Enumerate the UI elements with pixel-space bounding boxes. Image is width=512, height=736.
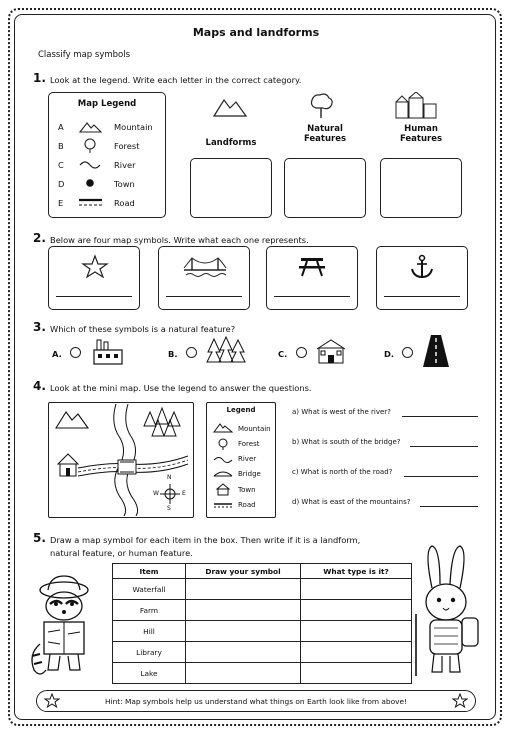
q3-number: 3. [33, 320, 46, 334]
mini-legend-road: Road [238, 501, 256, 509]
star-icon [452, 693, 468, 709]
q4-text: Look at the mini map. Use the legend to answer the questions. [50, 383, 312, 393]
type-cell[interactable] [301, 579, 412, 600]
mini-legend-mountain: Mountain [238, 425, 271, 433]
q4a-text: a) What is west of the river? [292, 408, 391, 416]
item-cell: Lake [113, 663, 186, 684]
table-row [113, 621, 412, 642]
compass-icon [160, 484, 180, 504]
q2-number: 2. [33, 231, 46, 245]
table-row [113, 663, 412, 684]
compass-w: W [153, 490, 159, 497]
q4c-answer-line[interactable] [404, 476, 478, 477]
q1-text: Look at the legend. Write each letter in the correct category. [50, 75, 302, 85]
legend-letter: A [58, 122, 64, 132]
compass-e: E [182, 490, 186, 497]
mountain-icon [214, 424, 232, 432]
mountains-icon [214, 100, 246, 116]
bridge-icon [214, 472, 232, 476]
compass-n: N [167, 474, 172, 481]
draw-cell[interactable] [186, 663, 301, 684]
legend-letter: D [58, 179, 65, 189]
page-title: Maps and landforms [192, 26, 320, 39]
star-icon [44, 693, 60, 709]
town-dot-icon [86, 179, 94, 187]
buildings-icon [396, 92, 436, 118]
answer-line-3[interactable] [274, 296, 350, 297]
category-icons [210, 92, 470, 122]
legend-symbols [76, 118, 106, 214]
tree-icon [312, 94, 333, 118]
house-icon [217, 484, 229, 495]
q5-number: 5. [33, 531, 46, 545]
legend-label-mountain: Mountain [114, 122, 153, 132]
mini-legend-river: River [238, 455, 257, 463]
table-header-row [113, 564, 412, 579]
raccoon-explorer-illustration [26, 574, 106, 680]
factory-icon [92, 336, 124, 366]
map-legend-box [48, 92, 166, 218]
option-b-label: B. [168, 349, 178, 359]
legend-row-d [58, 179, 64, 189]
road-icon [79, 200, 102, 205]
star-icon [80, 254, 110, 278]
legend-letter: E [58, 198, 64, 208]
option-d-radio[interactable] [402, 347, 413, 358]
bunny-hiker-illustration [408, 544, 488, 684]
q3-text: Which of these symbols is a natural feature? [50, 324, 236, 334]
mini-legend-title: Legend [226, 406, 256, 414]
house-icon [58, 454, 78, 476]
legend-label-forest: Forest [114, 141, 140, 151]
forest-icon [144, 408, 180, 436]
legend-row-b [58, 141, 64, 151]
header-item: Item [113, 564, 186, 579]
q1-number: 1. [33, 71, 46, 85]
legend-letter: B [58, 141, 64, 151]
q4b-answer-line[interactable] [410, 446, 478, 447]
draw-cell[interactable] [186, 579, 301, 600]
mini-legend-forest: Forest [238, 440, 260, 448]
tree-icon [219, 439, 227, 447]
q5-text-2: natural feature, or human feature. [50, 548, 193, 558]
school-building-icon [316, 336, 346, 366]
item-cell: Farm [113, 600, 186, 621]
option-a-label: A. [52, 349, 62, 359]
mini-legend-symbols [212, 420, 236, 514]
option-c-radio[interactable] [296, 347, 307, 358]
table-row [113, 642, 412, 663]
q4-number: 4. [33, 379, 46, 393]
category-landforms: Landforms [205, 138, 257, 148]
answer-box-natural[interactable] [284, 158, 366, 218]
answer-line-4[interactable] [384, 296, 460, 297]
q4b-text: b) What is south of the bridge? [292, 438, 401, 446]
bridge-icon [118, 460, 136, 474]
draw-cell[interactable] [186, 621, 301, 642]
road-icon [214, 504, 232, 507]
mountain-icon [80, 123, 101, 132]
tree-icon [85, 139, 95, 153]
legend-title: Map Legend [77, 99, 137, 109]
mini-map-drawing [50, 404, 192, 516]
header-type: What type is it? [301, 564, 412, 579]
bridge-icon [182, 254, 228, 278]
legend-letter: C [58, 160, 64, 170]
page-subtitle: Classify map symbols [38, 50, 131, 60]
hint-text: Hint: Map symbols help us understand what things on Earth look like from above! [104, 697, 408, 706]
mountains-icon [56, 412, 88, 428]
table-row [113, 579, 412, 600]
draw-cell[interactable] [186, 600, 301, 621]
answer-box-landforms[interactable] [190, 158, 272, 218]
answer-line-2[interactable] [166, 296, 242, 297]
q4c-text: c) What is north of the road? [292, 468, 393, 476]
type-cell[interactable] [301, 663, 412, 684]
road-icon [422, 334, 450, 368]
item-cell: Library [113, 642, 186, 663]
answer-line-1[interactable] [56, 296, 132, 297]
river-icon [214, 458, 232, 463]
legend-label-town: Town [114, 179, 135, 189]
mini-legend-town: Town [238, 486, 256, 494]
item-cell: Waterfall [113, 579, 186, 600]
header-draw: Draw your symbol [186, 564, 301, 579]
q2-text: Below are four map symbols. Write what each one represents. [50, 235, 309, 245]
category-natural-features: Natural Features [303, 124, 347, 144]
item-cell: Hill [113, 621, 186, 642]
draw-cell[interactable] [186, 642, 301, 663]
legend-row-e [58, 198, 63, 208]
type-cell[interactable] [301, 621, 412, 642]
type-cell[interactable] [301, 642, 412, 663]
category-human-features: Human Features [399, 124, 443, 144]
option-c-label: C. [278, 349, 288, 359]
anchor-icon [408, 254, 436, 280]
option-b-radio[interactable] [186, 347, 197, 358]
legend-row-c [58, 160, 64, 170]
option-a-radio[interactable] [70, 347, 81, 358]
legend-label-road: Road [114, 198, 135, 208]
river-icon [80, 162, 100, 168]
q5-text: Draw a map symbol for each item in the box. Then write if it is a landform, [50, 535, 361, 545]
mini-legend-bridge: Bridge [238, 470, 261, 478]
legend-label-river: River [114, 160, 136, 170]
compass-s: S [167, 505, 171, 512]
forest-icon [206, 336, 246, 366]
picnic-table-icon [298, 254, 326, 278]
q4d-text: d) What is east of the mountains? [292, 498, 411, 506]
q4a-answer-line[interactable] [402, 416, 478, 417]
answer-box-human[interactable] [380, 158, 462, 218]
q4d-answer-line[interactable] [420, 506, 478, 507]
type-cell[interactable] [301, 600, 412, 621]
option-d-label: D. [384, 349, 395, 359]
symbol-table [112, 563, 412, 684]
legend-row-a [58, 122, 64, 132]
table-row [113, 600, 412, 621]
